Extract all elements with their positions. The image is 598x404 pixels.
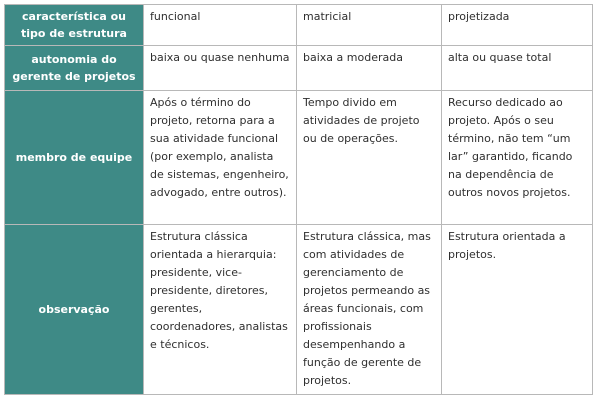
cell-matricial-observation: Estrutura clássica, mas com atividades de gerenciamento de projetos permeando as áreas funcionais, com profissionais desempenhando a função de gerente de projetos. xyxy=(297,225,442,395)
table-row xyxy=(5,46,593,91)
cell-funcional-autonomy: baixa ou quase nenhuma xyxy=(144,46,297,91)
row-header-team-member: membro de equipe xyxy=(5,91,144,225)
cell-projetizada-autonomy: alta ou quase total xyxy=(442,46,593,91)
cell-projetizada-observation: Estrutura orientada a projetos. xyxy=(442,225,593,395)
cell-projetizada-team-member: Recurso dedicado ao projeto. Após o seu término, não tem “um lar” garantido, ficando na dependência de outros novos projetos. xyxy=(442,91,593,225)
table-row xyxy=(5,91,593,225)
project-structure-table xyxy=(4,4,593,395)
cell-funcional-team-member: Após o término do projeto, retorna para a sua atividade funcional (por exemplo, analista de sistemas, engenheiro, advogado, entre outros). xyxy=(144,91,297,225)
cell-funcional-observation: Estrutura clássica orientada a hierarquia: presidente, vice-presidente, diretores, gerentes, coordenadores, analistas e técnicos. xyxy=(144,225,297,395)
table-row xyxy=(5,225,593,395)
cell-matricial-team-member: Tempo divido em atividades de projeto ou de operações. xyxy=(297,91,442,225)
cell-matricial-autonomy: baixa a moderada xyxy=(297,46,442,91)
cell-funcional: funcional xyxy=(144,5,297,46)
row-header-manager-autonomy: autonomia do gerente de projetos xyxy=(5,46,144,91)
row-header-structure-type: característica ou tipo de estrutura xyxy=(5,5,144,46)
table-row xyxy=(5,5,593,46)
cell-matricial: matricial xyxy=(297,5,442,46)
row-header-observation: observação xyxy=(5,225,144,395)
cell-projetizada: projetizada xyxy=(442,5,593,46)
